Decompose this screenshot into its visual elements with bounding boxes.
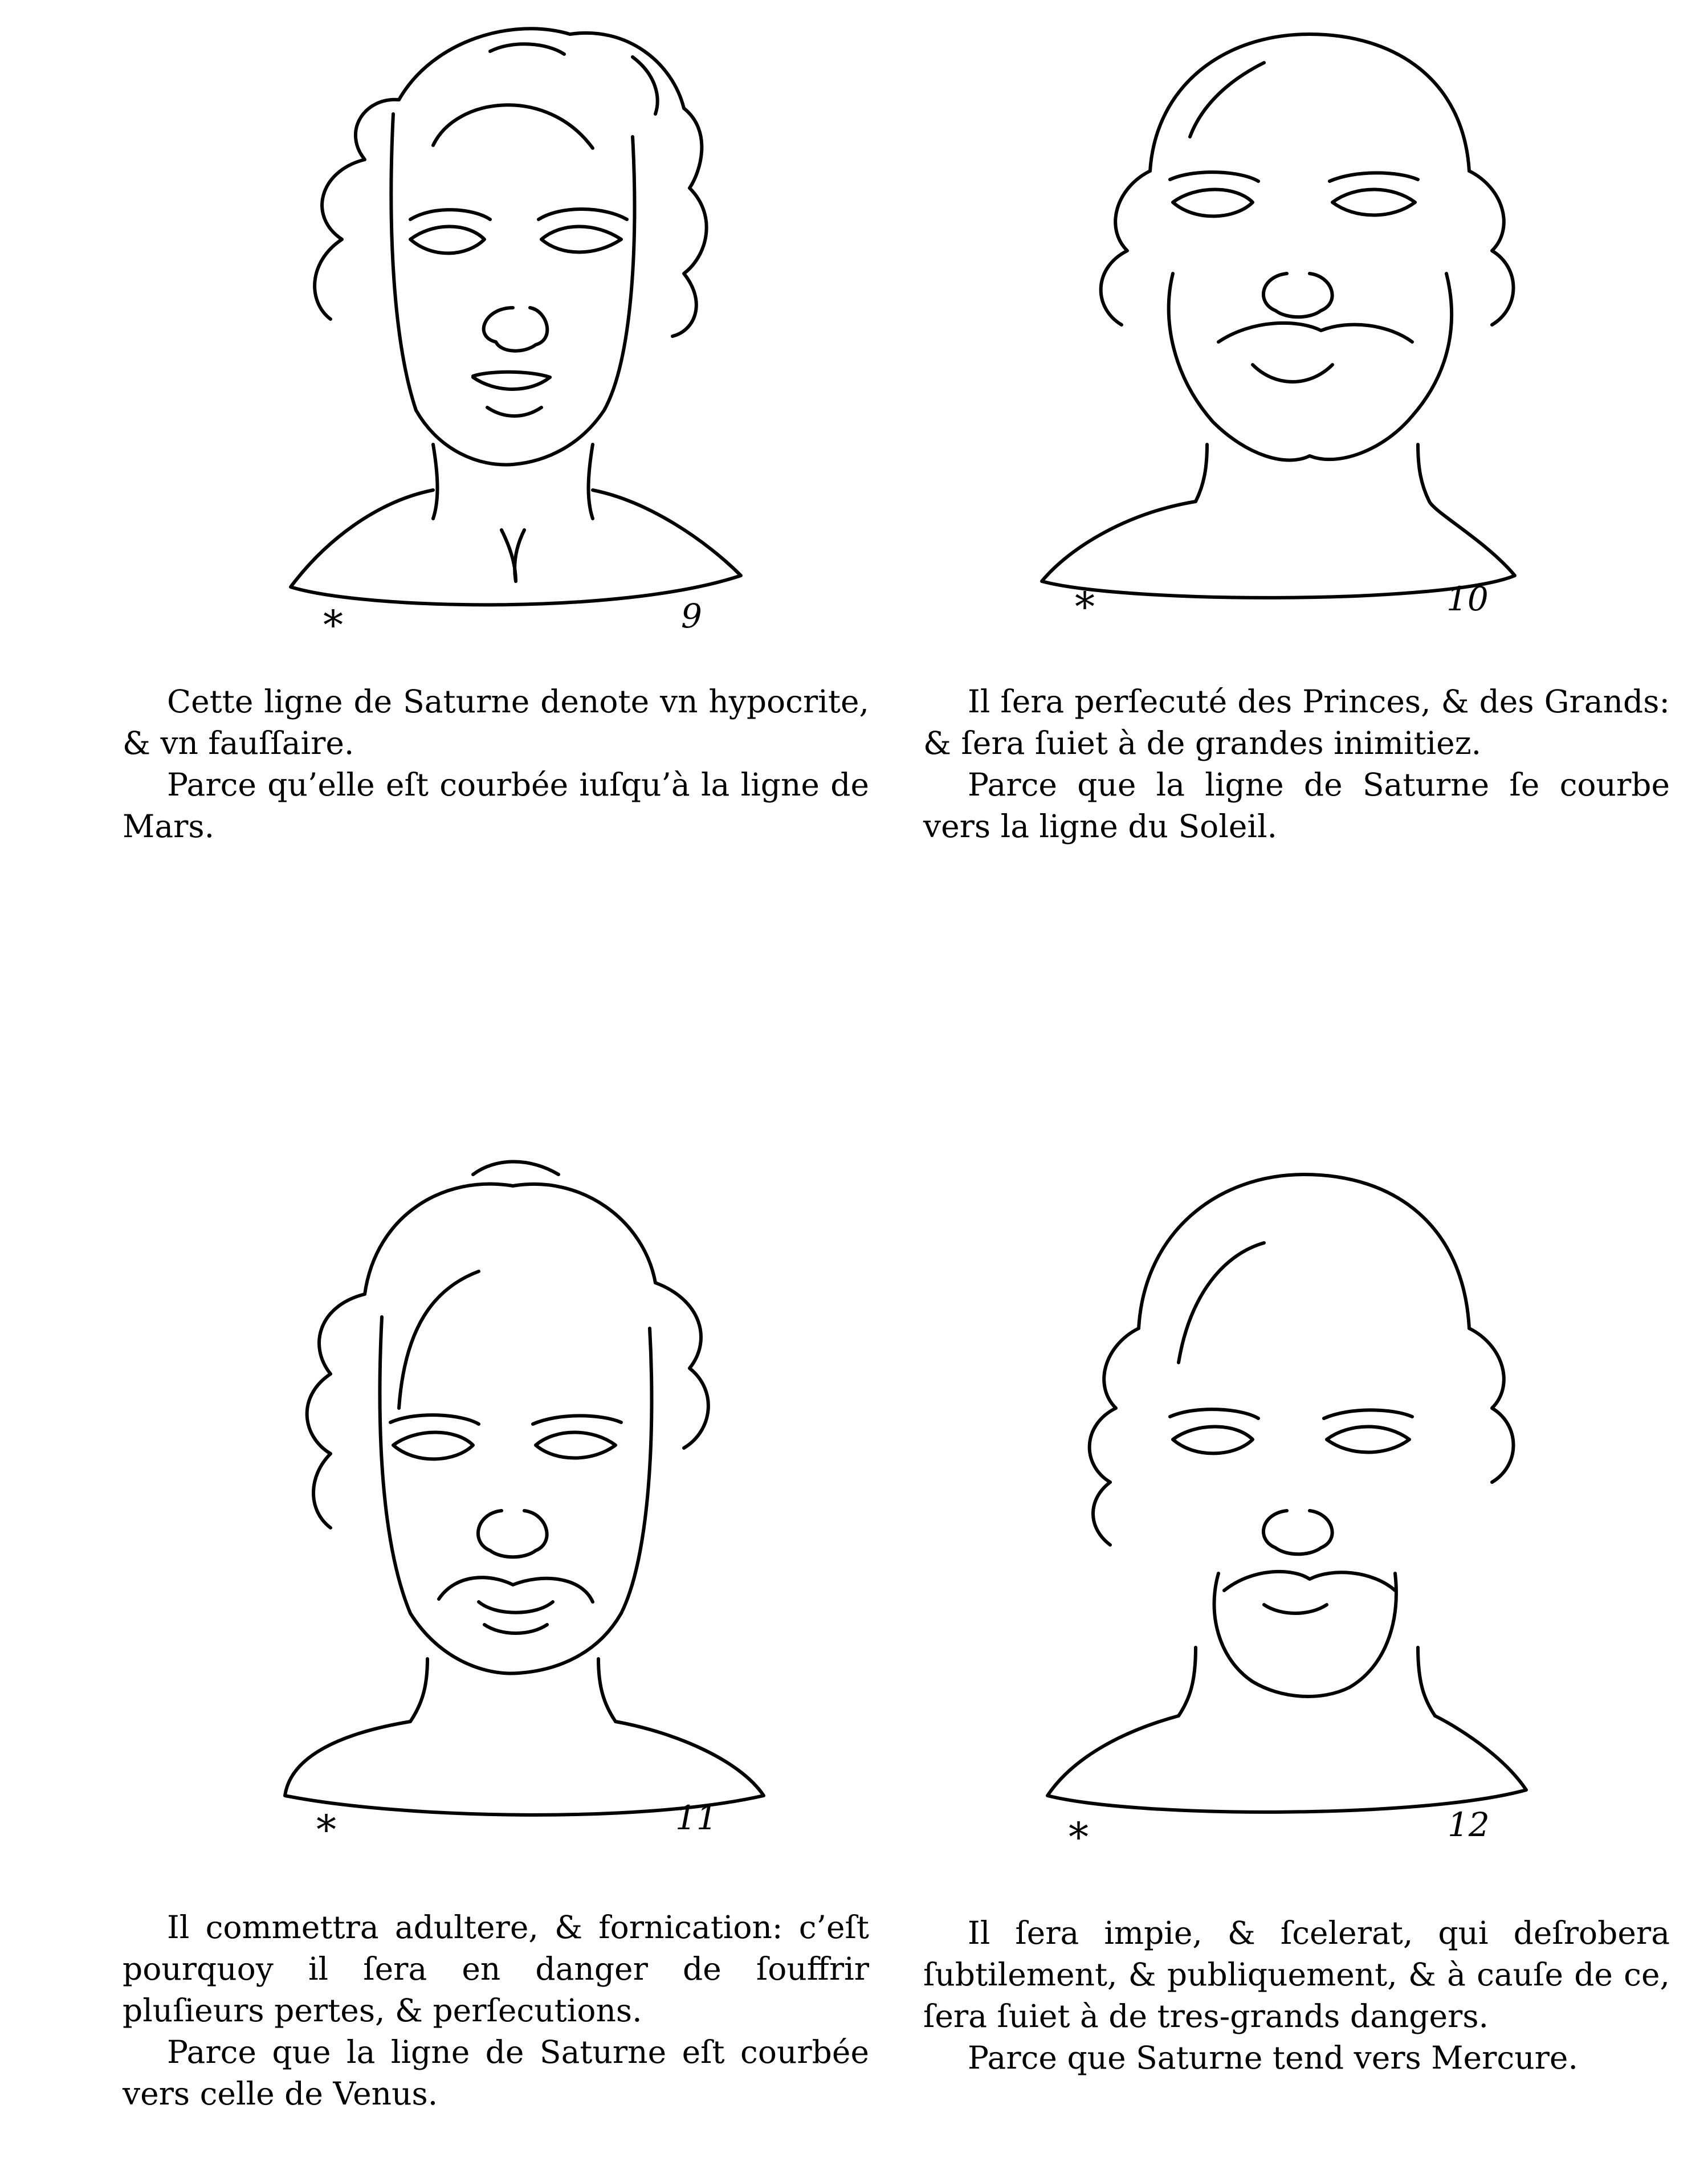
figure-number-10: 10	[1446, 580, 1489, 618]
caption-12-reason: Parce que Saturne tend vers Mercure.	[968, 2040, 1578, 2076]
face-illustration-9	[0, 0, 854, 648]
caption-10	[923, 681, 1670, 847]
caption-10-statement: Il ſera perſecuté des Princes, & des Grands: & ſera ſuiet à de grandes inimitiez.	[923, 683, 1670, 761]
figure-12	[854, 1089, 1708, 2178]
asterisk-mark-10: *	[1075, 584, 1095, 630]
figure-10	[854, 0, 1708, 1089]
caption-12-statement: Il ſera impie, & ſcelerat, qui deſrobera ſubtilement, & publiquement, & à cauſe de ce, ſera ſuiet à de tres-grands dangers.	[923, 1915, 1670, 2034]
asterisk-mark-9: *	[323, 602, 343, 648]
face-illustration-12	[854, 1089, 1708, 1847]
figure-number-12: 12	[1448, 1805, 1490, 1844]
caption-9-reason: Parce qu’elle eſt courbée iuſqu’à la ligne de Mars.	[123, 766, 869, 845]
caption-11-statement: Il commettra adultere, & fornication: c’eſt pourquoy il ſera en danger de ſouffrir pluſieurs pertes, & perſecutions.	[123, 1909, 869, 2029]
caption-11-reason: Parce que la ligne de Saturne eſt courbée vers celle de Venus.	[123, 2034, 869, 2112]
figure-11	[0, 1089, 869, 2178]
figure-number-11: 11	[675, 1798, 718, 1837]
caption-9-statement: Cette ligne de Saturne denote vn hypocrite, & vn fauſſaire.	[123, 683, 869, 761]
figure-9	[0, 0, 869, 1089]
asterisk-mark-11: *	[316, 1806, 336, 1853]
face-illustration-10	[854, 0, 1708, 644]
caption-9	[123, 681, 869, 847]
caption-11	[123, 1907, 869, 2115]
caption-10-reason: Parce que la ligne de Saturne ſe courbe vers la ligne du Soleil.	[923, 766, 1670, 845]
face-illustration-11	[0, 1089, 854, 1847]
caption-12	[923, 1912, 1670, 2079]
figure-number-9: 9	[681, 597, 702, 635]
asterisk-mark-12: *	[1069, 1814, 1089, 1861]
